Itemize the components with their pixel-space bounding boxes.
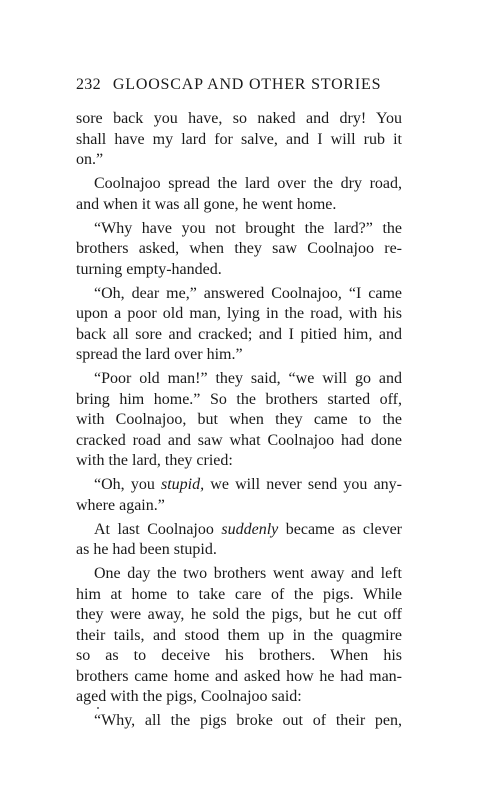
paragraph (76, 369, 402, 472)
text-line: aged with the pigs, Coolnajoo said: (76, 688, 302, 705)
paragraph (76, 520, 402, 561)
body-text (76, 109, 402, 732)
text-line: “Why have you not brought the lard?” the (94, 219, 402, 237)
text-line: upon a poor old man, lying in the road, with his (76, 305, 402, 322)
text-line: “Poor old man!” they said, “we will go and (94, 370, 402, 387)
running-head (76, 74, 402, 96)
paragraph (76, 711, 402, 732)
text-line: spread the lard over him.” (76, 346, 243, 363)
text-line: Coolnajoo spread the lard over the dry road, (94, 175, 402, 192)
text-line: shall have my lard for salve, and I will rub it (76, 130, 402, 148)
text-line: brothers asked, when they saw Coolnajoo re- (76, 240, 402, 257)
text-line: back all sore and cracked; and I pitied him, and (76, 325, 402, 343)
text-line: sore back you have, so naked and dry! You (76, 110, 402, 127)
text-line: with Coolnajoo, but when they came to the (76, 411, 402, 428)
text-line: bring him home.” So the brothers started off, (76, 390, 402, 408)
paragraph (76, 174, 402, 215)
text-line: “Why, all the pigs broke out of their pen, (94, 712, 402, 729)
text-line: as he had been stupid. (76, 541, 217, 558)
text-line: him at home to take care of the pigs. While (76, 585, 402, 603)
italic-text: stupid, (161, 476, 205, 493)
paragraph (76, 564, 402, 708)
paragraph (76, 109, 402, 171)
book-page (76, 74, 402, 732)
text-line: where again.” (76, 496, 165, 514)
text-line (76, 475, 402, 496)
text-line (76, 520, 402, 541)
text-line: cracked road and saw what Coolnajoo had done (76, 431, 402, 449)
text-line: One day the two brothers went away and left (94, 565, 402, 582)
paragraph (76, 284, 402, 366)
text-line: turning empty-handed. (76, 260, 222, 278)
text-line: on.” (76, 151, 104, 168)
text-run: became as clever (278, 520, 402, 538)
print-speck (97, 707, 99, 709)
paragraph (76, 475, 402, 516)
text-line: and when it was all gone, he went home. (76, 195, 337, 213)
text-line: “Oh, dear me,” answered Coolnajoo, “I came (94, 284, 402, 302)
text-line: with the lard, they cried: (76, 452, 233, 469)
text-run: we will never send you any- (204, 476, 402, 493)
paragraph (76, 219, 402, 281)
text-line: so as to deceive his brothers. When his (76, 647, 402, 664)
text-line: they were away, he sold the pigs, but he cut off (76, 606, 402, 623)
text-line: their tails, and stood them up in the quagmire (76, 626, 402, 644)
italic-text: suddenly (221, 520, 279, 538)
text-run: “Oh, you (94, 476, 161, 493)
page-number: 232 (76, 76, 101, 93)
book-title: GLOOSCAP AND OTHER STORIES (112, 76, 382, 93)
text-line: brothers came home and asked how he had man- (76, 667, 402, 685)
text-run: At last Coolnajoo (94, 520, 222, 538)
